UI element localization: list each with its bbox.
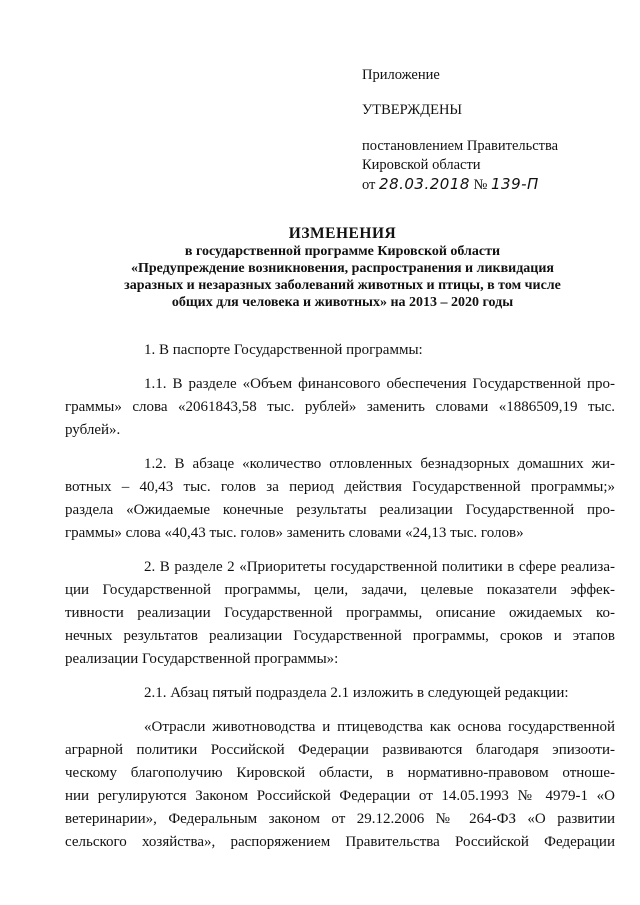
title-line-3: заразных и незаразных заболеваний животных и птицы, в том числе	[124, 278, 561, 293]
paragraph-2-line-4: нечных результатов реализации Государственной программы, сроков и этапов	[65, 628, 615, 644]
paragraph-2-line-5: реализации Государственной программы»:	[65, 651, 339, 667]
approved-by-line-2: Кировской области	[362, 157, 481, 173]
number-prefix: №	[473, 177, 488, 193]
title-line-4: общих для человека и животных» на 2013 – 2020 годы	[171, 295, 514, 310]
date-prefix: от	[362, 177, 376, 193]
handwritten-number: 139-П	[491, 175, 539, 193]
paragraph-2-1-line: 2.1. Абзац пятый подраздела 2.1 изложить в следующей редакции:	[144, 685, 569, 701]
quoted-paragraph-line-6: сельского хозяйства», распоряжением Правительства Российской Федерации	[65, 834, 615, 850]
approved-label: УТВЕРЖДЕНЫ	[362, 102, 463, 118]
quoted-paragraph-line-1: «Отрасли животноводства и птицеводства как основа государственной	[144, 719, 615, 735]
quoted-paragraph-line-5: ветеринарии», Федеральным законом от 29.12.2006 № 264-ФЗ «О развитии	[65, 811, 615, 827]
paragraph-1-2-line-3: раздела «Ожидаемые конечные результаты реализации Государственной про-	[65, 502, 615, 518]
quoted-paragraph-line-4: нии регулируются Законом Российской Федерации от 14.05.1993 № 4979-1 «О	[65, 788, 615, 804]
document-body	[65, 339, 615, 865]
paragraph-1-1-line-3: рублей».	[65, 422, 121, 438]
quoted-paragraph-line-3: ческому благополучию Кировской области, в нормативно-правовом отноше-	[65, 765, 615, 781]
paragraph-2-line-3: тивности реализации Государственной программы, описание ожидаемых ко-	[65, 605, 615, 621]
paragraph-2-1	[120, 682, 615, 705]
approval-date-line	[362, 175, 632, 195]
quoted-paragraph-line-2: аграрной политики Российской Федерации развиваются благодаря эпизооти-	[65, 742, 615, 758]
title-line-1: в государственной программе Кировской области	[184, 244, 501, 259]
paragraph-1-1	[65, 373, 615, 442]
paragraph-1-2-line-4: граммы» слова «40,43 тыс. голов» заменить словами «24,13 тыс. голов»	[65, 525, 524, 541]
appendix-label: Приложение	[362, 67, 440, 83]
approval-header	[362, 66, 632, 195]
paragraph-1-2	[65, 453, 615, 545]
paragraph-1-1-line-2: граммы» слова «2061843,58 тыс. рублей» заменить словами «1886509,19 тыс.	[65, 399, 615, 415]
quoted-paragraph	[65, 716, 615, 854]
document-title-block	[70, 224, 615, 311]
approved-by-line-1: постановлением Правительства	[362, 138, 559, 154]
handwritten-date: 28.03.2018	[379, 175, 470, 193]
paragraph-1-2-line-2: вотных – 40,43 тыс. голов за период действия Государственной программы;»	[65, 479, 615, 495]
paragraph-2	[65, 556, 615, 671]
paragraph-2-line-1: 2. В разделе 2 «Приоритеты государственной политики в сфере реализа-	[144, 559, 615, 575]
paragraph-1-2-line-1: 1.2. В абзаце «количество отловленных безнадзорных домашних жи-	[144, 456, 615, 472]
paragraph-1-line: 1. В паспорте Государственной программы:	[144, 342, 423, 358]
document-title: ИЗМЕНЕНИЯ	[288, 225, 397, 242]
paragraph-1-1-line-1: 1.1. В разделе «Объем финансового обеспечения Государственной про-	[144, 376, 615, 392]
paragraph-2-line-2: ции Государственной программы, цели, задачи, целевые показатели эффек-	[65, 582, 615, 598]
paragraph-1	[120, 339, 615, 362]
title-line-2: «Предупреждение возникновения, распространения и ликвидация	[131, 261, 554, 276]
